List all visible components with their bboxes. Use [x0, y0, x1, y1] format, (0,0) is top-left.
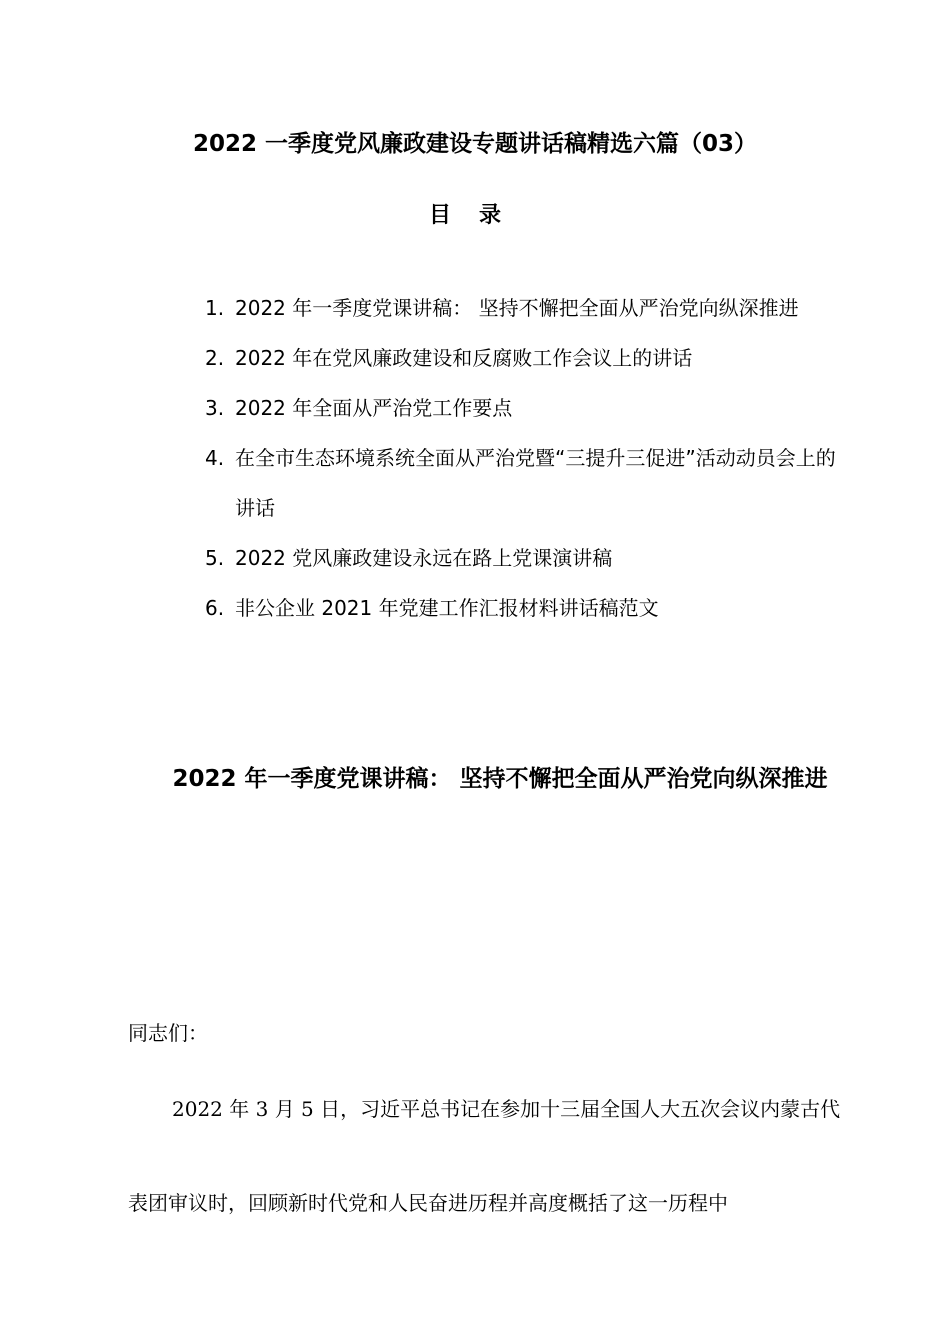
toc-item: [205, 383, 850, 433]
toc-item-number: 4.: [205, 446, 225, 470]
toc-item-text: 2022 年一季度党课讲稿： 坚持不懈把全面从严治党向纵深推进: [235, 296, 799, 320]
toc-item: [205, 283, 850, 333]
toc-item-text: 非公企业 2021 年党建工作汇报材料讲话稿范文: [235, 596, 659, 620]
toc-item-text: 2022 党风廉政建设永远在路上党课演讲稿: [235, 546, 613, 570]
toc-item-text: 2022 年在党风廉政建设和反腐败工作会议上的讲话: [235, 346, 693, 370]
toc-item-number: 6.: [205, 596, 225, 620]
document-title: 2022 一季度党风廉政建设专题讲话稿精选六篇（03）: [192, 131, 758, 157]
toc-item-text: 2022 年全面从严治党工作要点: [235, 396, 513, 420]
toc-item-text: 在全市生态环境系统全面从严治党暨“三提升三促进”活动动员会上的讲话: [235, 446, 836, 520]
section-title: 2022 年一季度党课讲稿： 坚持不懈把全面从严治党向纵深推进: [172, 766, 828, 792]
toc-item: [205, 333, 850, 383]
toc-item: [205, 433, 850, 533]
greeting: 同志们：: [128, 1021, 208, 1045]
toc-item-number: 2.: [205, 346, 225, 370]
toc-item: [205, 583, 850, 633]
toc-item-number: 5.: [205, 546, 225, 570]
table-of-contents: [205, 283, 850, 633]
toc-heading: 目录: [428, 203, 529, 228]
toc-item-number: 3.: [205, 396, 225, 420]
toc-item-number: 1.: [205, 296, 225, 320]
body-paragraph: 2022 年 3 月 5 日，习近平总书记在参加十三届全国人大五次会议内蒙古代表团审议时，回顾新时代党和人民奋进历程并高度概括了这一历程中: [128, 1097, 841, 1215]
toc-item: [205, 533, 850, 583]
